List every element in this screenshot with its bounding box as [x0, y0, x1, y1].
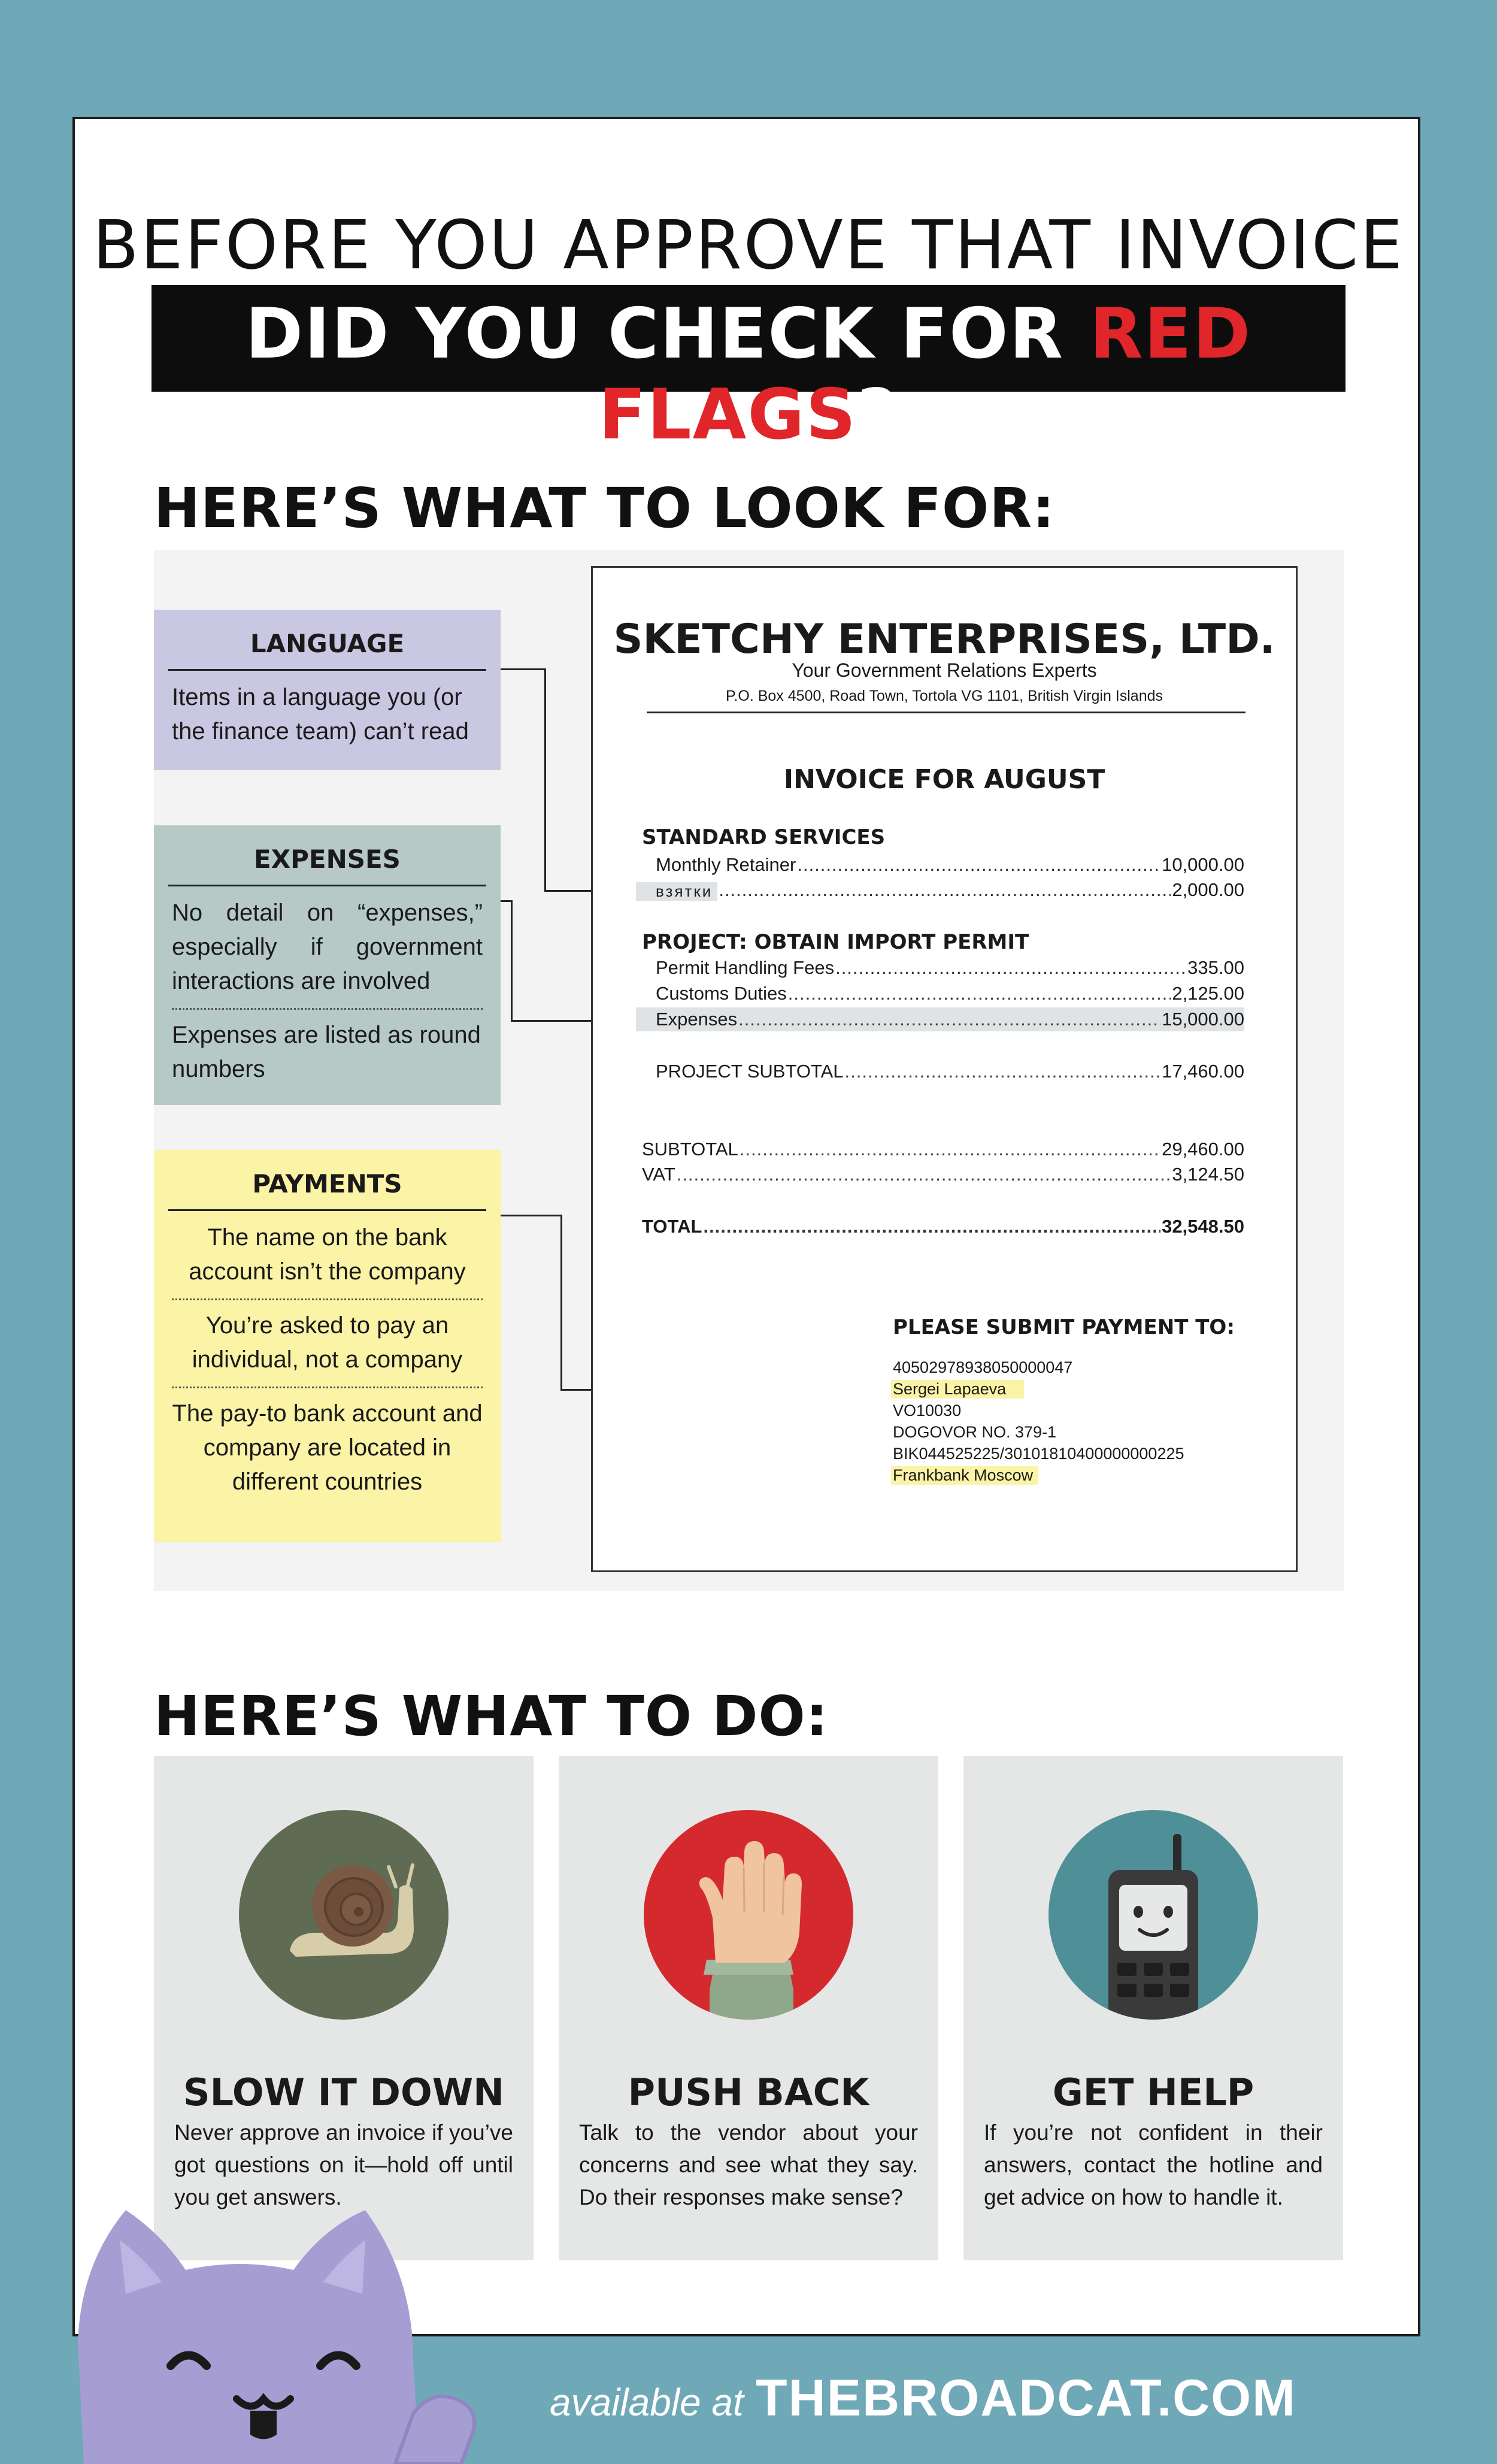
line-label: VAT — [642, 1164, 675, 1185]
payment-bik: BIK044525225/30101810400000000225 — [893, 1445, 1184, 1463]
action-title: GET HELP — [1052, 2071, 1254, 2114]
line-amount: 32,548.50 — [1162, 1216, 1244, 1237]
invoice-title: INVOICE FOR AUGUST — [783, 764, 1105, 795]
leader-dots — [719, 879, 1171, 901]
line-label: взятки — [636, 882, 717, 901]
tip-language-title: LANGUAGE — [250, 629, 405, 658]
line-amount: 15,000.00 — [1162, 1009, 1244, 1030]
connector-line — [501, 668, 546, 670]
action-card-slow-down — [154, 1756, 534, 2260]
tip-payments-item: The name on the bank account isn’t the company — [189, 1224, 466, 1285]
invoice-line-item-expenses — [636, 1007, 1244, 1031]
action-title: PUSH BACK — [628, 2071, 869, 2114]
line-label: Permit Handling Fees — [656, 957, 835, 978]
leader-dots — [703, 1216, 1160, 1237]
connector-line — [560, 1215, 562, 1390]
invoice-section-heading: PROJECT: OBTAIN IMPORT PERMIT — [642, 930, 1029, 954]
payment-account-name: Sergei Lapaeva — [891, 1380, 1024, 1399]
headline-red-text: RED FLAGS — [598, 293, 1252, 455]
line-amount: 10,000.00 — [1162, 854, 1244, 875]
invoice-project-subtotal — [656, 1061, 1244, 1082]
headline-red-flags — [151, 293, 1346, 455]
leader-dots — [740, 1139, 1160, 1160]
invoice-tagline: Your Government Relations Experts — [792, 659, 1097, 681]
tip-expenses-item: No detail on “expenses,” especially if government interactions are involved — [172, 900, 483, 994]
line-label: Expenses — [656, 1009, 738, 1030]
what-to-do-title: HERE’S WHAT TO DO: — [154, 1684, 829, 1748]
headline-question: BEFORE YOU APPROVE THAT INVOICE — [92, 207, 1405, 284]
invoice-company-name: SKETCHY ENTERPRISES, LTD. — [613, 616, 1275, 663]
action-card-push-back — [559, 1756, 938, 2260]
payment-account-number: 40502978938050000047 — [893, 1358, 1073, 1376]
invoice-line-item — [656, 854, 1244, 876]
divider — [647, 712, 1246, 713]
line-label: TOTAL — [642, 1216, 702, 1237]
connector-line — [511, 900, 513, 1021]
line-amount: 2,000.00 — [1172, 879, 1244, 900]
action-title: SLOW IT DOWN — [183, 2071, 505, 2114]
divider — [172, 1387, 483, 1388]
invoice-total — [642, 1216, 1244, 1237]
connector-line — [544, 668, 546, 891]
invoice-line-item — [656, 957, 1244, 979]
divider — [168, 885, 486, 886]
tip-payments-item: The pay-to bank account and company are located in different countries — [172, 1400, 483, 1495]
divider — [168, 1209, 486, 1211]
tip-language-item: Items in a language you (or the finance team) can’t read — [172, 684, 469, 744]
action-text: Never approve an invoice if you’ve got questions on it—hold off until you get answers. — [174, 2120, 513, 2209]
tip-payments-item: You’re asked to pay an individual, not a company — [192, 1312, 463, 1373]
action-card-get-help — [963, 1756, 1343, 2260]
invoice-vat — [642, 1164, 1244, 1185]
raised-hand-icon — [644, 1810, 853, 2020]
payment-contract: DOGOVOR NO. 379-1 — [893, 1423, 1057, 1441]
payment-code: VO10030 — [893, 1401, 962, 1419]
leader-dots — [677, 1164, 1171, 1185]
line-amount: 335.00 — [1187, 957, 1244, 978]
line-label: SUBTOTAL — [642, 1139, 738, 1160]
line-amount: 2,125.00 — [1172, 983, 1244, 1004]
leader-dots — [738, 1009, 1160, 1030]
leader-dots — [797, 854, 1160, 876]
invoice-address: P.O. Box 4500, Road Town, Tortola VG 1101, British Virgin Islands — [725, 688, 1163, 704]
invoice-subtotal — [642, 1139, 1244, 1160]
tip-payments — [154, 1150, 501, 1542]
tip-expenses — [154, 825, 501, 1105]
tip-language — [154, 610, 501, 770]
look-for-title: HERE’S WHAT TO LOOK FOR: — [154, 476, 1055, 540]
invoice-line-item-foreign — [636, 879, 1244, 901]
footer-prefix: available at — [550, 2381, 744, 2424]
tip-expenses-title: EXPENSES — [254, 844, 401, 874]
tip-expenses-item: Expenses are listed as round numbers — [172, 1022, 481, 1082]
leader-dots — [835, 957, 1186, 979]
divider — [168, 669, 486, 671]
divider — [172, 1298, 483, 1300]
payment-heading: PLEASE SUBMIT PAYMENT TO: — [893, 1315, 1235, 1339]
line-label: PROJECT SUBTOTAL — [656, 1061, 844, 1082]
payment-bank-name: Frankbank Moscow — [891, 1466, 1038, 1485]
line-label: Monthly Retainer — [656, 854, 796, 875]
line-amount: 29,460.00 — [1162, 1139, 1244, 1160]
line-label: Customs Duties — [656, 983, 787, 1004]
phone-icon — [1048, 1810, 1258, 2020]
sample-invoice — [591, 566, 1298, 1572]
footer-site-link[interactable]: THEBROADCAT.COM — [756, 2369, 1296, 2427]
line-amount: 17,460.00 — [1162, 1061, 1244, 1082]
headline-prefix: DID YOU CHECK FOR — [245, 293, 1090, 374]
action-text: If you’re not confident in their answers, contact the hotline and get advice on how to handle it. — [984, 2120, 1323, 2209]
tip-payments-title: PAYMENTS — [252, 1169, 402, 1198]
footer-website — [550, 2369, 1296, 2428]
divider — [172, 1008, 483, 1010]
headline-suffix: ? — [857, 374, 899, 455]
line-amount: 3,124.50 — [1172, 1164, 1244, 1185]
cat-mascot-icon — [60, 2192, 491, 2464]
invoice-line-item — [656, 983, 1244, 1004]
snail-icon — [239, 1810, 449, 2020]
invoice-section-heading: STANDARD SERVICES — [642, 825, 886, 849]
action-text: Talk to the vendor about your concerns and see what they say. Do their responses make sense? — [579, 2120, 918, 2209]
leader-dots — [788, 983, 1171, 1004]
connector-line — [501, 1215, 562, 1216]
leader-dots — [845, 1061, 1161, 1082]
